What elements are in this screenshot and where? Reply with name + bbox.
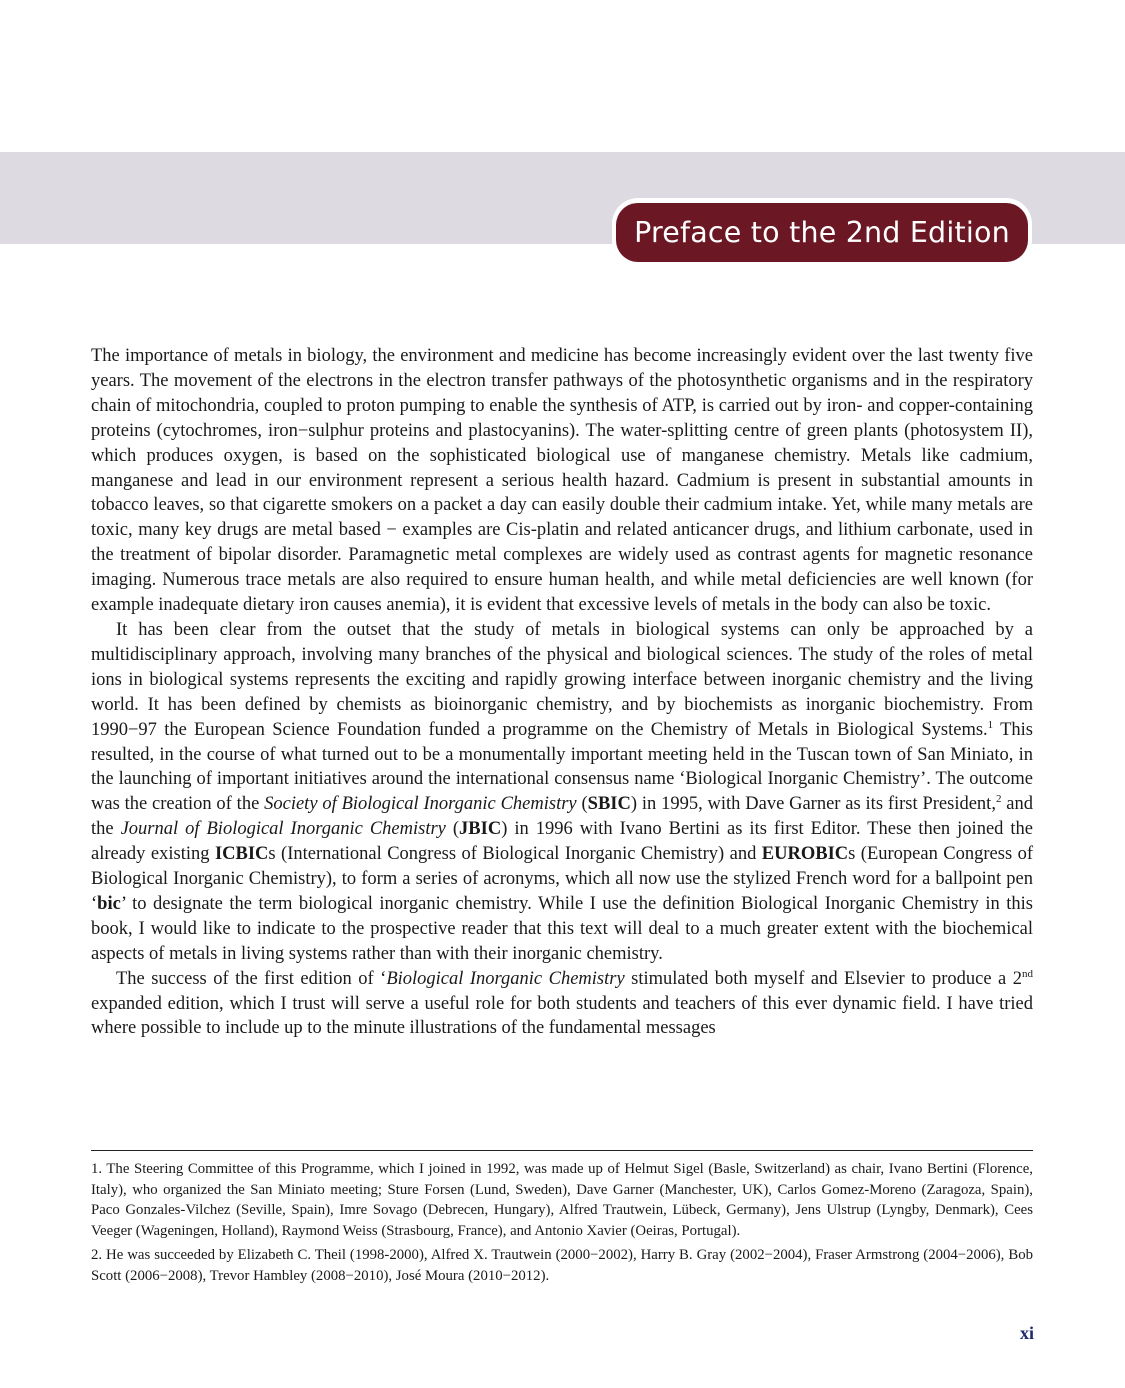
- page-number: xi: [1019, 1323, 1034, 1343]
- bic-word: bic: [97, 893, 121, 914]
- eurobic-acronym: EUROBIC: [761, 844, 849, 865]
- paragraph-1: The importance of metals in biology, the environment and medicine has become increasingly evident over the last twenty five years. The movement of the electrons in the electron transfer pathways of the photosynthetic organisms and in the respiratory chain of mitochondria, coupled to proton pumping to enable the synthesis of ATP, is carried out by iron- and copper-containing proteins (cytochromes, iron−sulphur proteins and plastocyanins). The water-splitting centre of green plants (photosystem II), which produces oxygen, is based on the sophisticated biological use of manganese chemistry. Metals like cadmium, manganese and lead in our environment represent a serious health hazard. Cadmium is present in substantial amounts in tobacco leaves, so that cigarette smokers on a packet a day can easily double their cadmium intake. Yet, while many metals are toxic, many key drugs are metal based − examples are Cis-platin and related anticancer drugs, and lithium carbonate, used in the treatment of bipolar disorder. Paramagnetic metal complexes are widely used as contrast agents for magnetic resonance imaging. Numerous trace metals are also required to ensure human health, and while metal deficiencies are well known (for example inadequate dietary iron causes anemia), it is evident that excessive levels of metals in the body can also be toxic.: [91, 346, 1033, 616]
- sbic-acronym: SBIC: [587, 794, 631, 815]
- footnote-2: 2. He was succeeded by Elizabeth C. Theil (1998-2000), Alfred X. Trautwein (2000−2002), Harry B. Gray (2002−2004), Fraser Armstrong (2004−2006), Bob Scott (2006−2008), Trevor Hambley (2008−2010), José Moura (2010−2012).: [91, 1246, 1033, 1284]
- society-name: Society of Biological Inorganic Chemistry: [264, 794, 577, 815]
- ordinal-suffix: nd: [1022, 967, 1033, 980]
- chapter-title: Preface to the 2nd Edition: [616, 203, 1028, 262]
- footnote-1: 1. The Steering Committee of this Programme, which I joined in 1992, was made up of Helmut Sigel (Basle, Switzerland) as chair, Ivano Bertini (Florence, Italy), who organized the San Miniato meeting; Sture Forsen (Lund, Sweden), Dave Garner (Manchester, UK), Carlos Gomez-Moreno (Zaragoza, Spain), Paco Gonzales-Vilchez (Seville, Spain), Imre Sovago (Debrecen, Hungary), Alfred Trautwein, Lübeck, Germany), Jens Ulstrup (Lyngby, Denmark), Cees Veeger (Wageningen, Holland), Raymond Weiss (Strasbourg, France), and Antonio Xavier (Oeiras, Portugal).: [91, 1161, 1033, 1240]
- footnote-ref-2[interactable]: 2: [995, 793, 1002, 806]
- footnote-ref-1[interactable]: 1: [987, 718, 994, 731]
- preface-body: [91, 344, 1033, 1041]
- paragraph-2: It has been clear from the outset that the study of metals in biological systems can only be approached by a multidisciplinary approach, involving many branches of the physical and biological sciences. The study of the roles of metal ions in biological systems represents the exciting and rapidly growing interface between inorganic chemistry and the living world. It has been defined by chemists as bioinorganic chemistry, and by biochemists as inorganic biochemistry. From 1990−97 the European Science Foundation funded a programme on the Chemistry of Metals in Biological Systems.$^1$ This resulted, in the course of what turned out to be a monumentally important meeting held in the Tuscan town of San Miniato, in the launching of important initiatives around the international consensus name ‘Biological Inorganic Chemistry’. The outcome was the creation of the Society of Biological Inorganic Chemistry (SBIC) in 1995, with Dave Garner as its first President,$^2$ and the Journal of Biological Inorganic Chemistry (JBIC) in 1996 with Ivano Bertini as its first Editor. These then joined the already existing ICBICs (International Congress of Biological Inorganic Chemistry) and EUROBICs (European Congress of Biological Inorganic Chemistry), to form a series of acronyms, which all now use the stylized French word for a ballpoint pen ‘bic’ to designate the term biological inorganic chemistry. While I use the definition Biological Inorganic Chemistry in this book, I would like to indicate to the prospective reader that this text will deal to a much greater extent with the biochemical aspects of metals in living systems rather than with their inorganic chemistry.: [91, 619, 1034, 964]
- icbic-acronym: ICBIC: [214, 844, 269, 865]
- paragraph-3: The success of the first edition of ‘Biological Inorganic Chemistry stimulated both myself and Elsevier to produce a 2nd expanded edition, which I trust will serve a useful role for both students and teachers of this ever dynamic field. I have tried where possible to include up to the minute illustrations of the fundamental messages: [91, 967, 1033, 1039]
- book-title: Biological Inorganic Chemistry: [386, 968, 625, 989]
- footnotes: [91, 1159, 1033, 1289]
- footnote-divider: [91, 1150, 1033, 1151]
- journal-name: Journal of Biological Inorganic Chemistry: [120, 819, 446, 840]
- jbic-acronym: JBIC: [459, 819, 502, 840]
